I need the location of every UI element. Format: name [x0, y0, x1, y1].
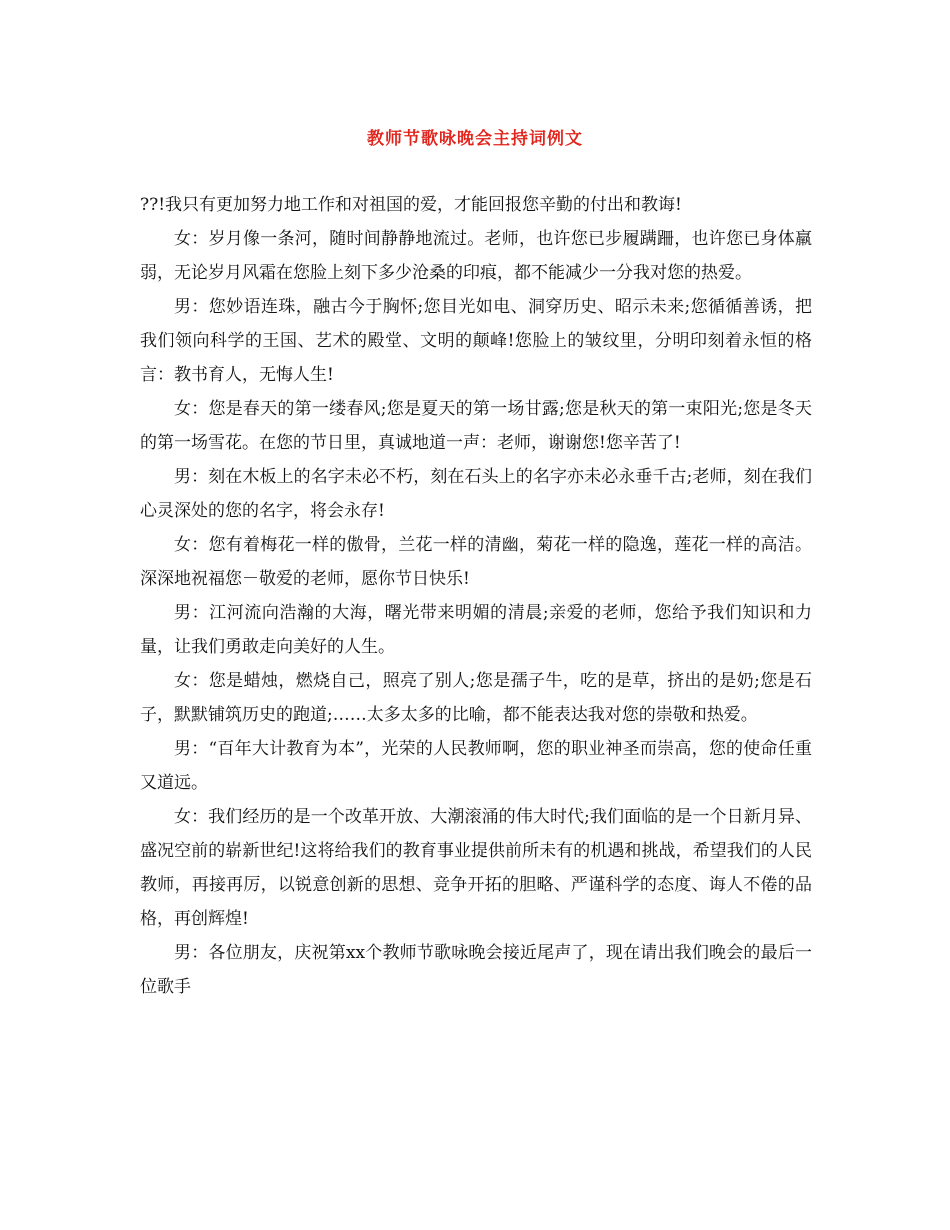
document-title: 教师节歌咏晚会主持词例文: [367, 129, 583, 149]
paragraph: 男：您妙语连珠，融古今于胸怀;您目光如电、洞穿历史、昭示未来;您循循善诱，把我们领向科学的王国、艺术的殿堂、文明的颠峰!您脸上的皱纹里，分明印刻着永恒的格言：教书育人，无悔人生!: [140, 297, 812, 385]
paragraph: 男：各位朋友，庆祝第xx个教师节歌咏晚会接近尾声了，现在请出我们晚会的最后一位歌手: [140, 943, 812, 997]
paragraph: ??!我只有更加努力地工作和对祖国的爱，才能回报您辛勤的付出和教诲!: [140, 195, 682, 215]
paragraph: 男：江河流向浩瀚的大海，曙光带来明媚的清晨;亲爱的老师，您给予我们知识和力量，让我们勇敢走向美好的人生。: [140, 603, 812, 657]
paragraph: 男：刻在木板上的名字未必不朽，刻在石头上的名字亦未必永垂千古;老师，刻在我们心灵深处的您的名字，将会永存!: [140, 467, 812, 521]
paragraph: 女：岁月像一条河，随时间静静地流过。老师，也许您已步履蹒跚，也许您已身体羸弱，无论岁月风霜在您脸上刻下多少沧桑的印痕，都不能减少一分我对您的热爱。: [140, 229, 812, 283]
document-body: [140, 188, 812, 1004]
paragraph: 女：您是蜡烛，燃烧自己，照亮了别人;您是孺子牛，吃的是草，挤出的是奶;您是石子，默默铺筑历史的跑道;……太多太多的比喻，都不能表达我对您的崇敬和热爱。: [140, 671, 812, 725]
paragraph: 男：“百年大计教育为本”，光荣的人民教师啊，您的职业神圣而崇高，您的使命任重又道远。: [140, 739, 812, 793]
paragraph: 女：您有着梅花一样的傲骨，兰花一样的清幽，菊花一样的隐逸，莲花一样的高洁。深深地祝福您－敬爱的老师，愿你节日快乐!: [140, 535, 812, 589]
paragraph: 女：我们经历的是一个改革开放、大潮滚涌的伟大时代;我们面临的是一个日新月异、盛况空前的崭新世纪!这将给我们的教育事业提供前所未有的机遇和挑战，希望我们的人民教师，再接再厉，以锐意创新的思想、竞争开拓的胆略、严谨科学的态度、诲人不倦的品格，再创辉煌!: [140, 807, 812, 929]
paragraph: 女：您是春天的第一缕春风;您是夏天的第一场甘露;您是秋天的第一束阳光;您是冬天的第一场雪花。在您的节日里，真诚地道一声：老师，谢谢您!您辛苦了!: [140, 399, 812, 453]
